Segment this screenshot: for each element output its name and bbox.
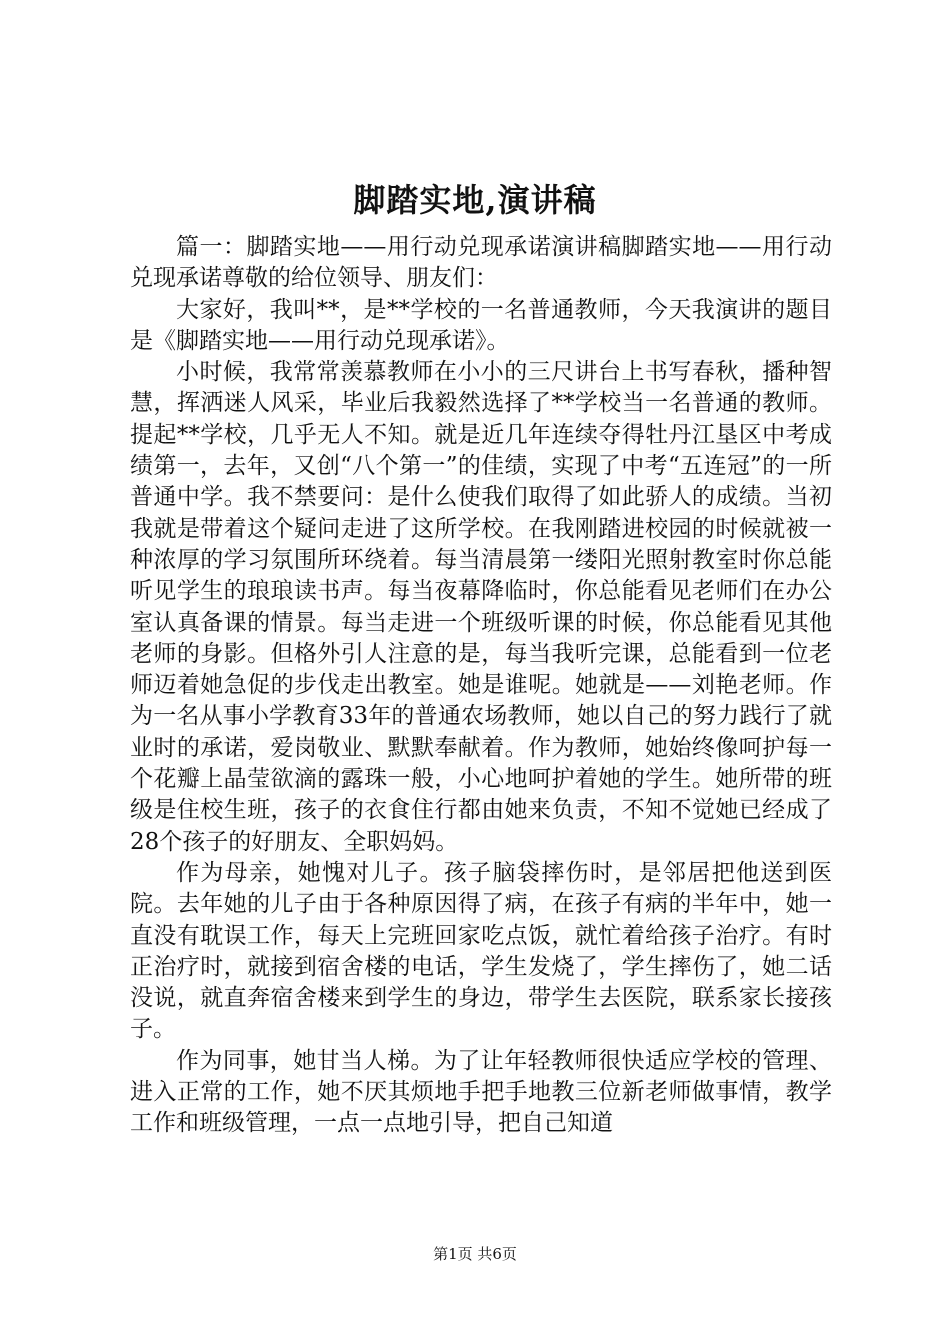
paragraph: 作为母亲，她愧对儿子。孩子脑袋摔伤时，是邻居把他送到医院。去年她的儿子由于各种原因得了病，在孩子有病的半年中，她一直没有耽误工作，每天上完班回家吃点饭，就忙着给孩子治疗。有时正治疗时，就接到宿舍楼的电话，学生发烧了，学生摔伤了，她二话没说，就直奔宿舍楼来到学生的身边，带学生去医院，联系家长接孩子。 xyxy=(130,859,832,1043)
paragraph: 小时候，我常常羡慕教师在小小的三尺讲台上书写春秋，播种智慧，挥洒迷人风采，毕业后我毅然选择了**学校当一名普通的教师。提起**学校，几乎无人不知。就是近几年连续夺得牡丹江垦区中考成绩第一，去年，又创“八个第一”的佳绩，实现了中考“五连冠”的一所普通中学。我不禁要问：是什么使我们取得了如此骄人的成绩。当初我就是带着这个疑问走进了这所学校。在我刚踏进校园的时候就被一种浓厚的学习氛围所环绕着。每当清晨第一缕阳光照射教室时你总能听见学生的琅琅读书声。每当夜幕降临时，你总能看见老师们在办公室认真备课的情景。每当走进一个班级听课的时候，你总能看见其他老师的身影。但格外引人注意的是，每当我听完课，总能看到一位老师迈着她急促的步伐走出教室。她是谁呢。她就是——刘艳老师。作为一名从事小学教育33年的普通农场教师，她以自己的努力践行了就业时的承诺，爱岗敬业、默默奉献着。作为教师，她始终像呵护每一个花瓣上晶莹欲滴的露珠一般，小心地呵护着她的学生。她所带的班级是住校生班，孩子的衣食住行都由她来负责，不知不觉她已经成了28个孩子的好朋友、全职妈妈。 xyxy=(130,359,832,855)
paragraph: 大家好，我叫**，是**学校的一名普通教师，今天我演讲的题目是《脚踏实地——用行动兑现承诺》。 xyxy=(130,296,832,354)
paragraph: 篇一：脚踏实地——用行动兑现承诺演讲稿脚踏实地——用行动兑现承诺尊敬的给位领导、朋友们： xyxy=(130,234,832,292)
document-title: 脚踏实地,演讲稿 xyxy=(353,181,597,219)
document-body xyxy=(130,232,832,1140)
page-number-footer: 第1页 共6页 xyxy=(433,1245,517,1263)
paragraph: 作为同事，她甘当人梯。为了让年轻教师很快适应学校的管理、进入正常的工作，她不厌其烦地手把手地教三位新老师做事情，教学工作和班级管理，一点一点地引导，把自己知道 xyxy=(130,1047,832,1137)
